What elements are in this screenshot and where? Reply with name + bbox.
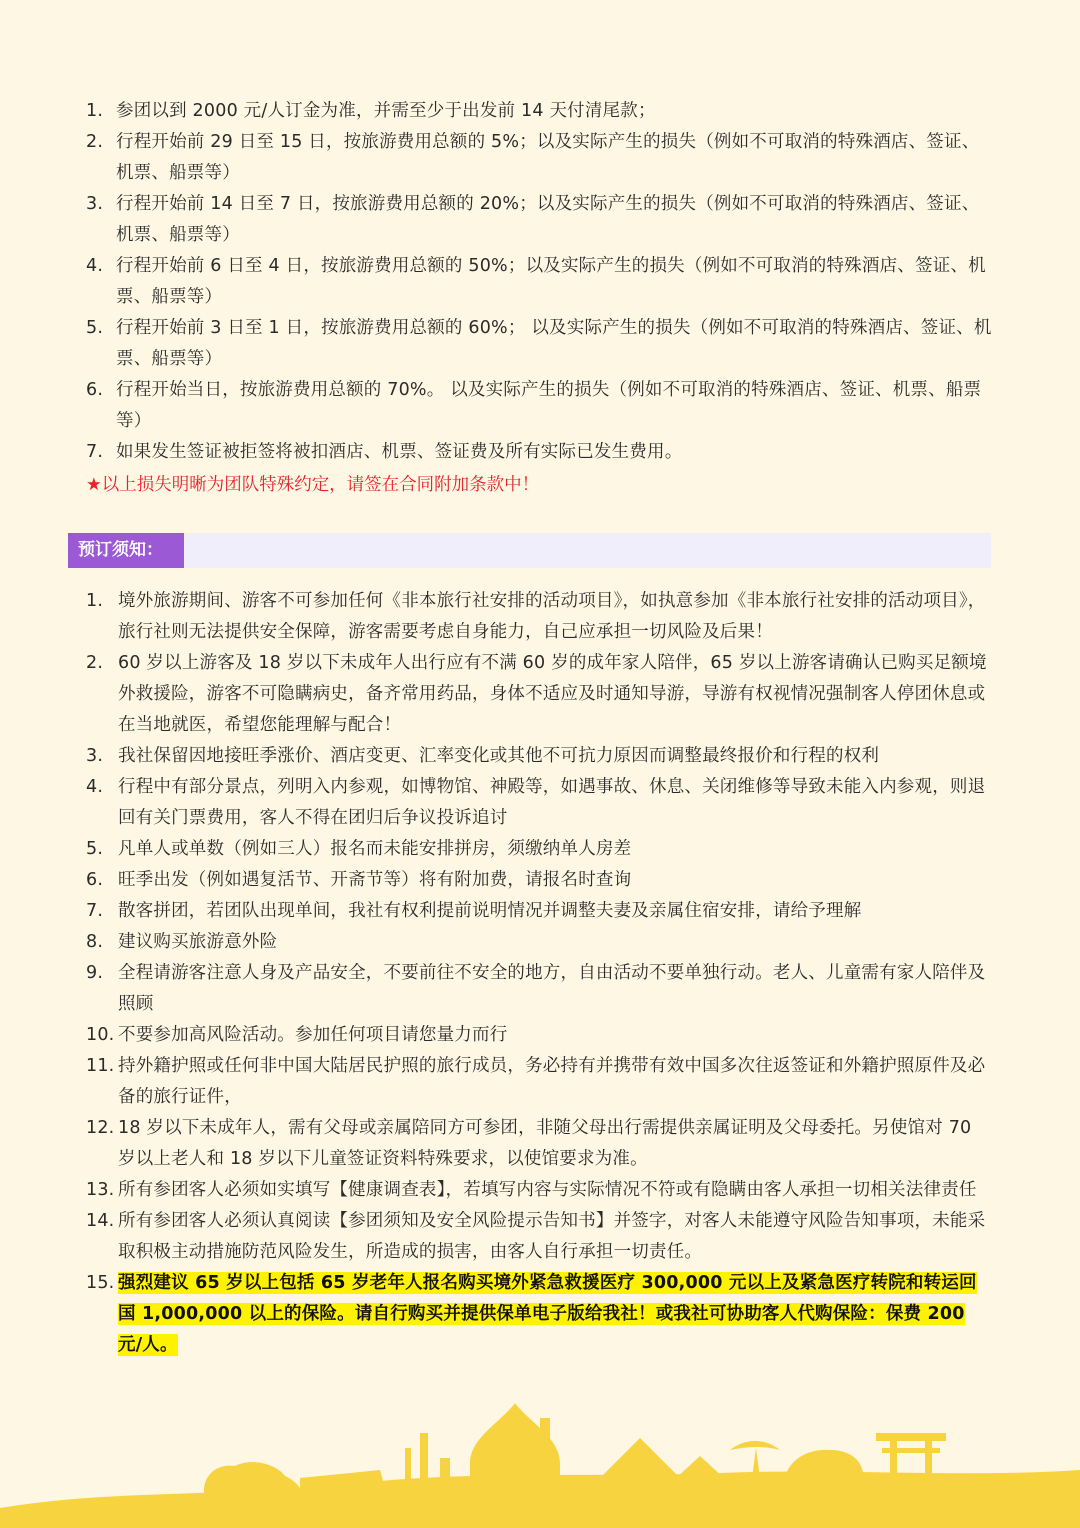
booking-notice-list	[86, 586, 994, 1361]
list-item: 6. 旺季出发（例如遇复活节、开斋节等）将有附加费，请报名时查询	[86, 870, 632, 890]
list-item: 7. 如果发生签证被拒签将被扣酒店、机票、签证费及所有实际已发生费用。	[86, 442, 683, 462]
list-item: 14. 所有参团客人必须认真阅读【参团须知及安全风险提示告知书】并签字，对客人未能遵守风险告知事项，未能采取积极主动措施防范风险发生，所造成的损害，由客人自行承担一切责任。	[86, 1211, 986, 1262]
list-item: 11. 持外籍护照或任何非中国大陆居民护照的旅行成员，务必持有并携带有效中国多次往返签证和外籍护照原件及必备的旅行证件，	[86, 1056, 986, 1107]
section-title: 预订须知：	[68, 533, 184, 568]
section-header-bar	[68, 533, 991, 568]
list-item: 9. 全程请游客注意人身及产品安全，不要前往不安全的地方，自由活动不要单独行动。老人、儿童需有家人陪伴及照顾	[86, 963, 986, 1014]
list-item: 13. 所有参团客人必须如实填写【健康调查表】，若填写内容与实际情况不符或有隐瞒由客人承担一切相关法律责任	[86, 1180, 977, 1200]
special-agreement-note: ★以上损失明晰为团队特殊约定，请签在合同附加条款中！	[86, 475, 540, 495]
list-item: 7. 散客拼团，若团队出现单间，我社有权利提前说明情况并调整夫妻及亲属住宿安排，请给予理解	[86, 901, 862, 921]
travel-skyline-illustration	[0, 1378, 1080, 1528]
list-item: 1. 境外旅游期间、游客不可参加任何《非本旅行社安排的活动项目》，如执意参加《非本旅行社安排的活动项目》，旅行社则无法提供安全保障，游客需要考虑自身能力，自己应承担一切风险及后果！	[86, 591, 986, 642]
list-item: 2. 60 岁以上游客及 18 岁以下未成年人出行应有不满 60 岁的成年家人陪伴，65 岁以上游客请确认已购买足额境外救援险，游客不可隐瞒病史，备齐常用药品，身体不适应及时通知导游，导游有权视情况强制客人停团休息或在当地就医，希望您能理解与配合！	[86, 653, 987, 735]
list-item: 8. 建议购买旅游意外险	[86, 932, 278, 952]
highlighted-list-item: 15. 强烈建议 65 岁以上包括 65 岁老年人报名购买境外紧急救援医疗 300,000 元以上及紧急医疗转院和转运回国 1,000,000 以上的保险。请自行购买并提供保单电子版给我社！或我社可协助客人代购保险：保费 200 元/人。	[86, 1273, 977, 1355]
list-item: 4. 行程开始前 6 日至 4 日，按旅游费用总额的 50%；以及实际产生的损失（例如不可取消的特殊酒店、签证、机票、船票等）	[86, 256, 986, 307]
list-item: 10. 不要参加高风险活动。参加任何项目请您量力而行	[86, 1025, 508, 1045]
list-item: 2. 行程开始前 29 日至 15 日，按旅游费用总额的 5%；以及实际产生的损失（例如不可取消的特殊酒店、签证、机票、船票等）	[86, 132, 980, 183]
list-item: 6. 行程开始当日，按旅游费用总额的 70%。 以及实际产生的损失（例如不可取消的特殊酒店、签证、机票、船票等）	[86, 380, 982, 431]
cancellation-list	[86, 96, 994, 468]
list-item: 4. 行程中有部分景点，列明入内参观，如博物馆、神殿等，如遇事故、休息、关闭维修等导致未能入内参观，则退回有关门票费用，客人不得在团归后争议投诉追讨	[86, 777, 986, 828]
list-item: 12. 18 岁以下未成年人，需有父母或亲属陪同方可参团，非随父母出行需提供亲属证明及父母委托。另使馆对 70 岁以上老人和 18 岁以下儿童签证资料特殊要求，以使馆要求为准。	[86, 1118, 972, 1169]
list-item: 3. 我社保留因地接旺季涨价、酒店变更、汇率变化或其他不可抗力原因而调整最终报价和行程的权利	[86, 746, 880, 766]
list-item: 5. 凡单人或单数（例如三人）报名而未能安排拼房，须缴纳单人房差	[86, 839, 632, 859]
list-item: 5. 行程开始前 3 日至 1 日，按旅游费用总额的 60%； 以及实际产生的损失（例如不可取消的特殊酒店、签证、机票、船票等）	[86, 318, 992, 369]
insurance-highlight: 强烈建议 65 岁以上包括 65 岁老年人报名购买境外紧急救援医疗 300,000 元以上及紧急医疗转院和转运回国 1,000,000 以上的保险。请自行购买并提供保单电子版给我社！或我社可协助客人代购保险：保费 200 元/人。	[118, 1273, 977, 1355]
list-item: 3. 行程开始前 14 日至 7 日，按旅游费用总额的 20%；以及实际产生的损失（例如不可取消的特殊酒店、签证、机票、船票等）	[86, 194, 980, 245]
list-item: 1. 参团以到 2000 元/人订金为准，并需至少于出发前 14 天付清尾款；	[86, 101, 656, 121]
